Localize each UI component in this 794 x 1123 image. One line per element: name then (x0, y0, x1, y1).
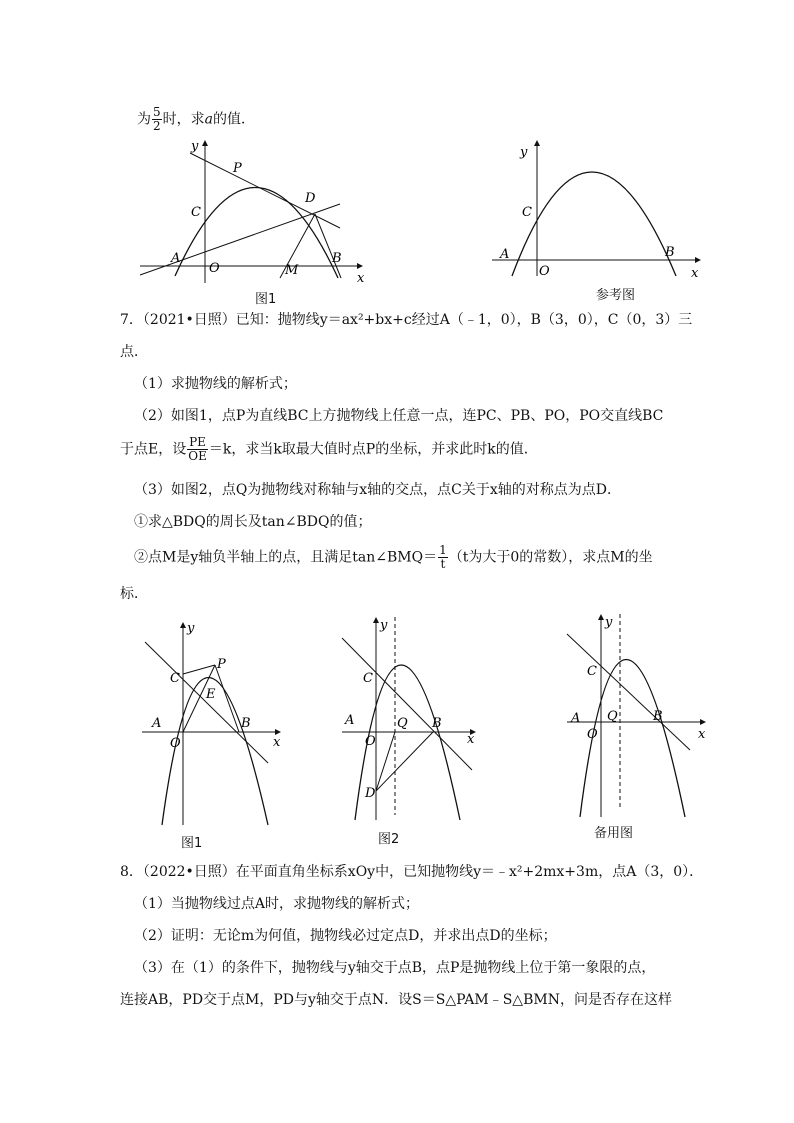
q6-var-a: a (204, 111, 213, 128)
x-axis-arrow (357, 263, 363, 269)
q7-part-3-1: ①求△BDQ的周长及tan∠BDQ的值； (134, 514, 372, 530)
line-pd (190, 153, 340, 228)
label-c: C (522, 205, 532, 220)
figure-1-top-caption: 图1 (255, 292, 277, 307)
label-d: D (365, 786, 376, 801)
q7-part-3-2-cont: 标． (120, 586, 148, 602)
figure-1-top (135, 138, 375, 288)
q7-part-2b-pre: 于点E，设 (120, 441, 187, 458)
label-p: P (233, 161, 242, 176)
label-b: B (332, 251, 342, 266)
line-cb (145, 642, 268, 763)
line-cb (567, 634, 690, 750)
label-x: x (467, 732, 475, 747)
line-dq (376, 732, 395, 791)
label-x: x (698, 727, 706, 742)
label-e: E (206, 687, 216, 702)
label-a: A (500, 247, 510, 262)
q6-frac-num: 5 (153, 105, 161, 119)
q8-header: 8．（2022•日照）在平面直角坐标系xOy中，已知抛物线y＝﹣x²+2mx+3m，点A（3，0）． (120, 864, 704, 880)
x-axis-arrow (695, 257, 701, 263)
figure-2-mid-caption: 图2 (378, 832, 400, 847)
line-ad (140, 204, 340, 275)
q7-part-3: （3）如图2，点Q为抛物线对称轴与x轴的交点，点C关于x轴的对称点为点D． (134, 482, 622, 498)
q7-part-2b-post: ＝k，求当k取最大值时点P的坐标，并求此时k的值． (208, 441, 538, 458)
line-db (315, 214, 341, 278)
frac-num: 1 (439, 543, 447, 557)
frac-den: OE (188, 449, 207, 463)
label-x: x (273, 735, 281, 750)
figure-1-mid (140, 620, 290, 830)
q6-suffix-b: 的值． (213, 111, 255, 128)
label-b: B (432, 716, 442, 731)
y-axis-arrow (598, 614, 604, 620)
y-axis-arrow (534, 140, 540, 146)
label-y: y (187, 621, 195, 636)
label-b: B (665, 245, 675, 260)
label-o: O (539, 264, 550, 279)
label-y: y (191, 139, 199, 154)
q6-tail-line (137, 106, 255, 133)
q8-part-3b: 连接AB，PD交于点M，PD与y轴交于点N．设S＝S△PAM﹣S△BMN，问是否存在这样 (120, 992, 672, 1008)
q7-fraction-1-t (438, 544, 448, 571)
y-axis-arrow (180, 622, 186, 628)
line-db (376, 732, 433, 791)
frac-den: t (440, 557, 446, 571)
figure-2-mid (340, 615, 490, 825)
label-o: O (170, 736, 181, 751)
label-x: x (691, 266, 699, 281)
y-axis-arrow (373, 617, 379, 623)
label-p: P (217, 657, 226, 672)
y-axis-arrow (202, 140, 208, 146)
q7-part-2a: （2）如图1，点P为直线BC上方抛物线上任意一点，连PC、PB、PO，PO交直线BC (134, 408, 664, 424)
label-q: Q (607, 709, 618, 724)
q7-part-1: （1）求抛物线的解析式； (134, 376, 297, 392)
q7-part-2b (120, 436, 538, 463)
q8-part-1: （1）当抛物线过点A时，求抛物线的解析式； (134, 896, 420, 912)
reference-figure-top-caption: 参考图 (596, 288, 636, 303)
label-c: C (363, 671, 373, 686)
q6-frac-den: 2 (153, 119, 161, 133)
label-y: y (605, 615, 613, 630)
label-a: A (152, 716, 162, 731)
q6-fraction (152, 106, 162, 133)
line-pb (215, 665, 239, 732)
label-d: D (305, 191, 316, 206)
label-b: B (241, 716, 251, 731)
figure-1-mid-caption: 图1 (181, 836, 203, 851)
q8-part-2: （2）证明：无论m为何值，抛物线必过定点D，并求出点D的坐标； (134, 928, 557, 944)
q6-suffix-a: 时，求 (162, 111, 205, 128)
label-q: Q (397, 716, 408, 731)
q7-part-3-2-pre: ②点M是y轴负半轴上的点，且满足tan∠BMQ＝ (134, 549, 438, 566)
q7-part-3-2-post: （t为大于0的常数），求点M的坐 (448, 549, 653, 566)
label-c: C (191, 205, 201, 220)
q7-header: 7．（2021•日照）已知：抛物线y＝ax²+bx+c经过A（﹣1，0），B（3，0），C（0，3）三 (120, 312, 693, 328)
q7-header-cont: 点． (120, 344, 148, 360)
label-b: B (653, 709, 663, 724)
label-c: C (587, 664, 597, 679)
backup-figure-mid-caption: 备用图 (594, 826, 634, 841)
label-c: C (170, 671, 180, 686)
q7-part-3-2 (134, 544, 653, 571)
q8-part-3a: （3）在（1）的条件下，抛物线与y轴交于点B，点P是抛物线上位于第一象限的点， (134, 960, 656, 976)
reference-figure-top (490, 138, 710, 283)
label-a: A (345, 713, 355, 728)
label-a: A (571, 711, 581, 726)
label-o: O (209, 261, 220, 276)
line-cp (183, 665, 215, 674)
line-cb (342, 638, 472, 770)
q6-prefix: 为 (137, 111, 151, 128)
label-y: y (380, 618, 388, 633)
backup-figure-mid (565, 612, 715, 822)
q7-fraction-pe-oe (187, 436, 208, 463)
label-a: A (171, 251, 181, 266)
label-o: O (587, 727, 598, 742)
label-m: M (285, 263, 299, 278)
label-y: y (520, 145, 528, 160)
label-x: x (357, 271, 365, 286)
x-axis-arrow (700, 719, 706, 725)
label-o: O (365, 734, 376, 749)
frac-num: PE (189, 435, 206, 449)
